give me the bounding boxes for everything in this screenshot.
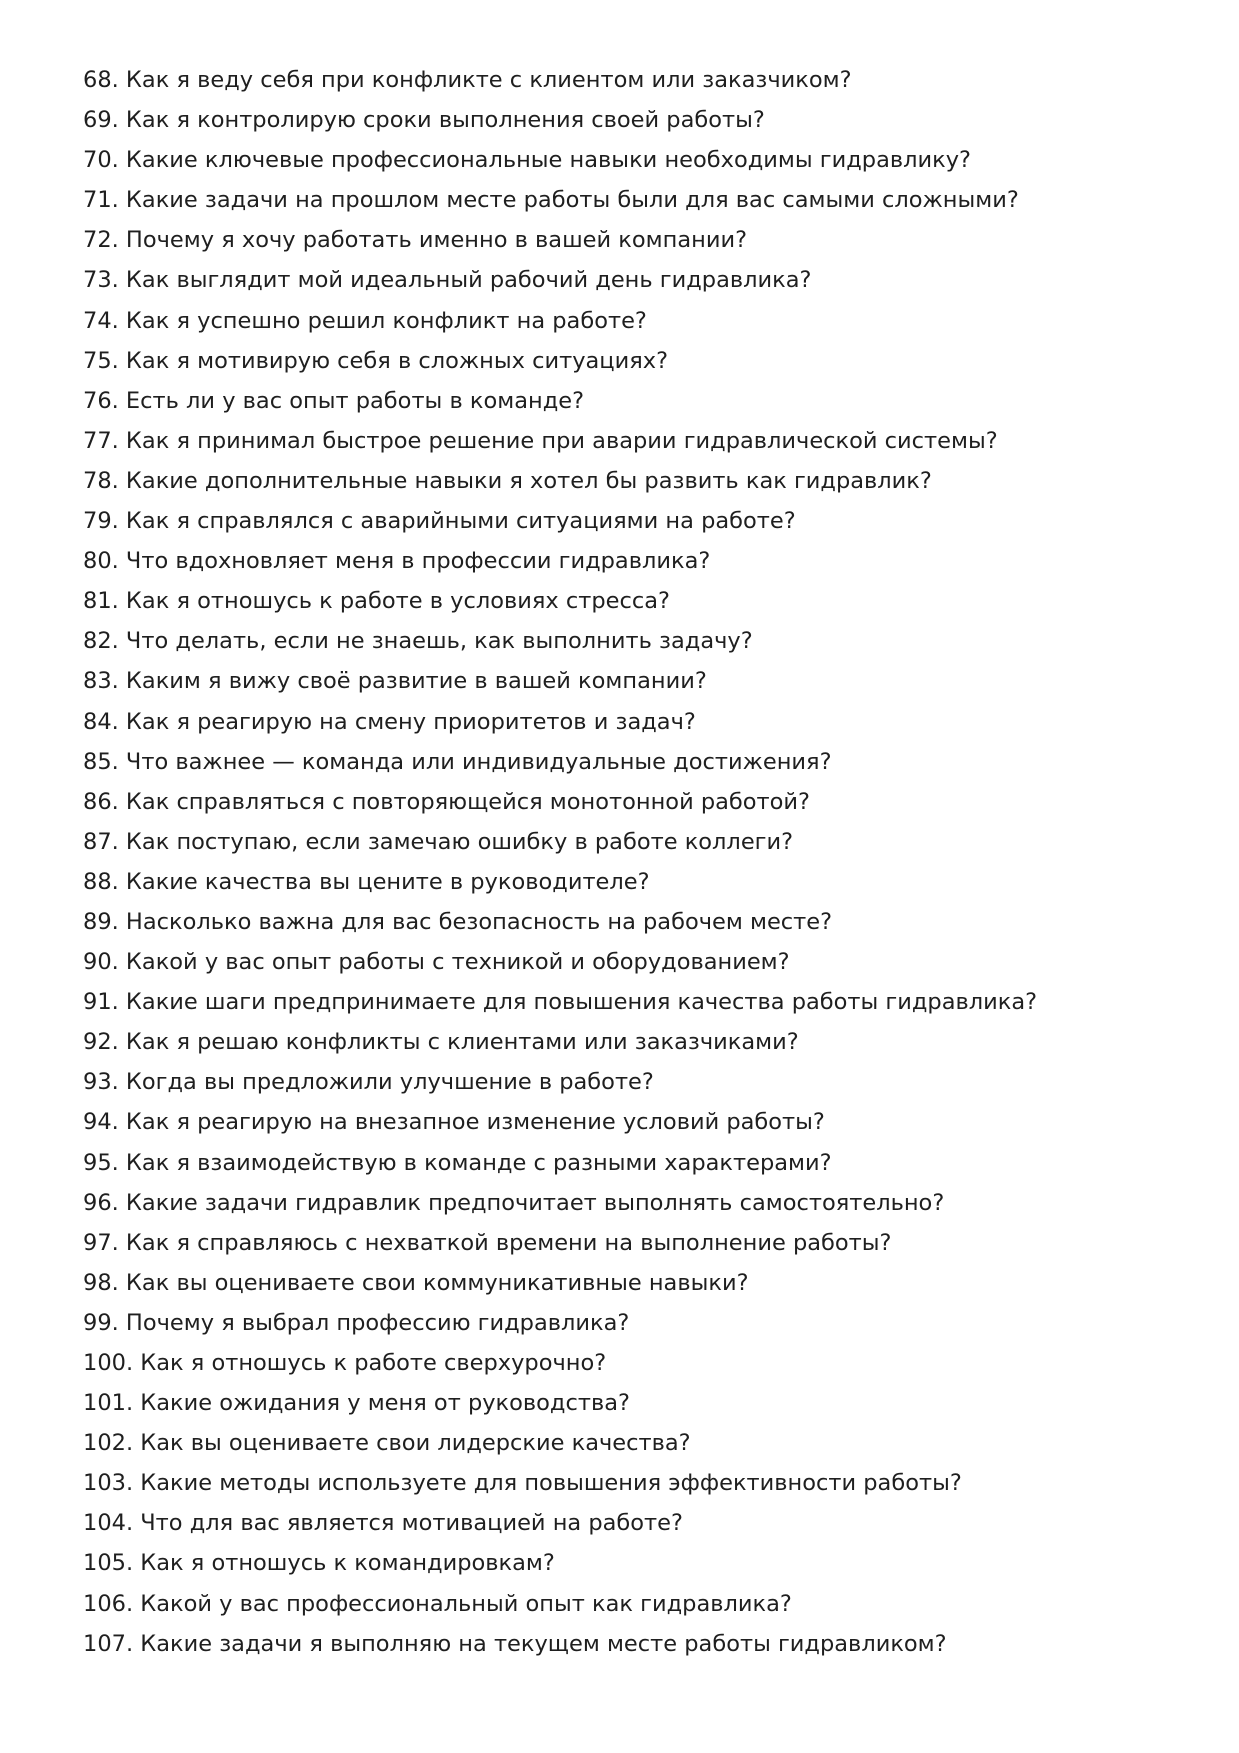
question-item: 89. Насколько важна для вас безопасность на рабочем месте?	[83, 908, 833, 935]
question-item: 77. Как я принимал быстрое решение при аварии гидравлической системы?	[83, 427, 998, 454]
question-item: 78. Какие дополнительные навыки я хотел бы развить как гидравлик?	[83, 467, 932, 494]
question-item: 93. Когда вы предложили улучшение в работе?	[83, 1069, 654, 1096]
question-item: 71. Какие задачи на прошлом месте работы были для вас самыми сложными?	[83, 187, 1019, 214]
question-item: 86. Как справляться с повторяющейся монотонной работой?	[83, 788, 810, 815]
question-item: 101. Какие ожидания у меня от руководства?	[83, 1390, 630, 1417]
question-item: 88. Какие качества вы цените в руководителе?	[83, 868, 650, 895]
question-item: 74. Как я успешно решил конфликт на работе?	[83, 307, 647, 334]
question-item: 96. Какие задачи гидравлик предпочитает выполнять самостоятельно?	[83, 1189, 945, 1216]
question-item: 100. Как я отношусь к работе сверхурочно?	[83, 1350, 607, 1376]
question-item: 98. Как вы оцениваете свои коммуникативные навыки?	[83, 1269, 749, 1296]
question-item: 106. Какой у вас профессиональный опыт как гидравлика?	[83, 1590, 792, 1617]
question-item: 68. Как я веду себя при конфликте с клиентом или заказчиком?	[83, 67, 852, 93]
question-item: 105. Как я отношусь к командировкам?	[83, 1550, 555, 1577]
question-item: 80. Что вдохновляет меня в профессии гидравлика?	[83, 548, 711, 575]
question-item: 87. Как поступаю, если замечаю ошибку в работе коллеги?	[83, 828, 794, 855]
question-item: 79. Как я справлялся с аварийными ситуациями на работе?	[83, 508, 796, 535]
question-item: 85. Что важнее — команда или индивидуальные достижения?	[83, 748, 832, 775]
question-item: 69. Как я контролирую сроки выполнения своей работы?	[83, 107, 765, 134]
question-item: 102. Как вы оцениваете свои лидерские качества?	[83, 1430, 691, 1457]
question-item: 97. Как я справляюсь с нехваткой времени на выполнение работы?	[83, 1229, 892, 1256]
question-item: 75. Как я мотивирую себя в сложных ситуациях?	[83, 347, 669, 374]
question-item: 70. Какие ключевые профессиональные навыки необходимы гидравлику?	[83, 147, 971, 174]
question-item: 104. Что для вас является мотивацией на работе?	[83, 1510, 683, 1537]
question-list	[83, 60, 1183, 1664]
question-item: 103. Какие методы используете для повышения эффективности работы?	[83, 1470, 962, 1497]
question-item: 83. Каким я вижу своё развитие в вашей компании?	[83, 668, 707, 695]
question-item: 84. Как я реагирую на смену приоритетов и задач?	[83, 708, 696, 735]
question-item: 95. Как я взаимодействую в команде с разными характерами?	[83, 1149, 832, 1176]
question-item: 107. Какие задачи я выполняю на текущем месте работы гидравликом?	[83, 1630, 947, 1657]
question-item: 76. Есть ли у вас опыт работы в команде?	[83, 387, 585, 414]
question-item: 94. Как я реагирую на внезапное изменение условий работы?	[83, 1109, 825, 1136]
question-item: 92. Как я решаю конфликты с клиентами или заказчиками?	[83, 1029, 799, 1056]
question-item: 81. Как я отношусь к работе в условиях стресса?	[83, 588, 670, 615]
question-item: 82. Что делать, если не знаешь, как выполнить задачу?	[83, 628, 753, 655]
question-item: 99. Почему я выбрал профессию гидравлика?	[83, 1309, 630, 1336]
question-item: 72. Почему я хочу работать именно в вашей компании?	[83, 227, 748, 254]
question-item: 91. Какие шаги предпринимаете для повышения качества работы гидравлика?	[83, 989, 1038, 1016]
question-item: 73. Как выглядит мой идеальный рабочий день гидравлика?	[83, 267, 812, 294]
question-item: 90. Какой у вас опыт работы с техникой и оборудованием?	[83, 949, 790, 976]
